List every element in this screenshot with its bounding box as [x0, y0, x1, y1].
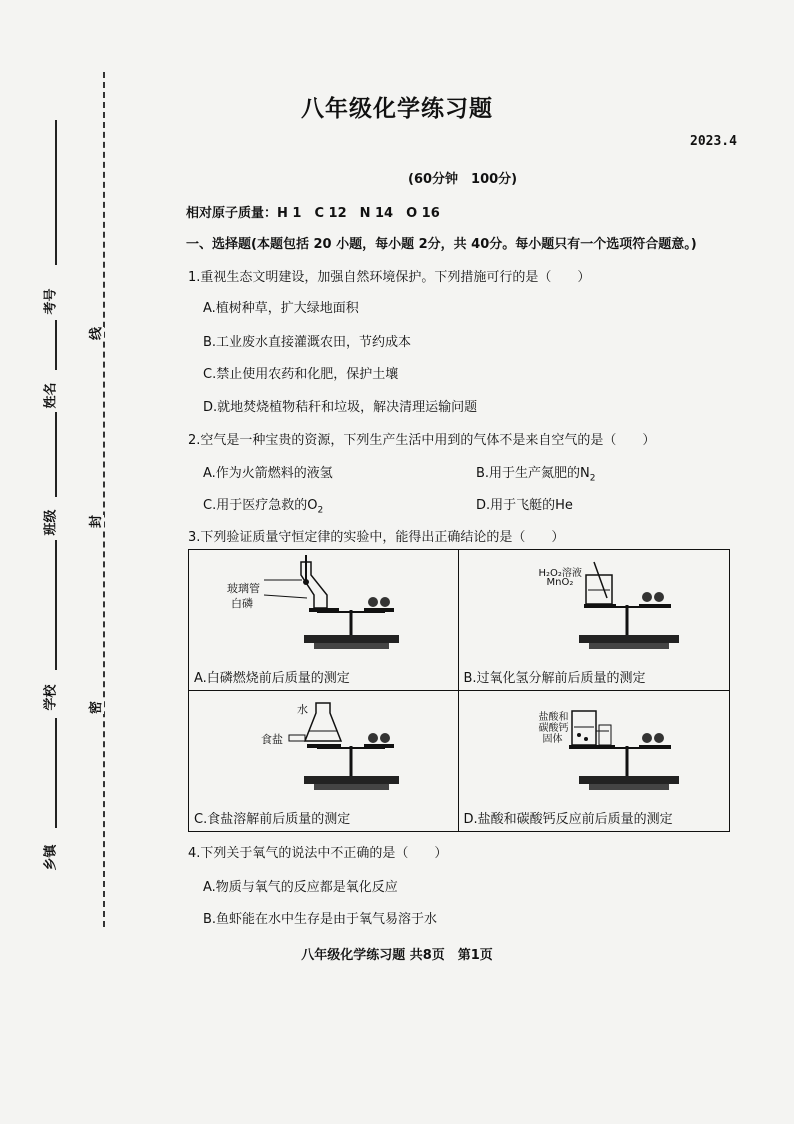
- label-hcl-3: 固体: [542, 734, 563, 745]
- margin-line-1: [55, 120, 57, 265]
- question-2-option-c-text: C.用于医疗急救的O: [203, 498, 318, 513]
- time-score: (60分钟 100分): [408, 172, 518, 187]
- question-2-option-a: A.作为火箭燃料的液氢: [203, 466, 333, 481]
- seal-mark-mi: 密: [85, 701, 104, 714]
- label-white-phosphorus: 白磷: [231, 597, 253, 610]
- label-mno2: MnO₂: [546, 577, 574, 588]
- question-3-option-c: C.食盐溶解前后质量的测定: [194, 812, 351, 827]
- question-1-option-a: A.植树种草，扩大绿地面积: [203, 301, 359, 316]
- balance-salt-figure: [189, 691, 457, 806]
- question-4-stem: 4.下列关于氧气的说法中不正确的是（ ）: [188, 846, 448, 861]
- question-4-option-a: A.物质与氧气的反应都是氧化反应: [203, 880, 398, 895]
- question-3-option-d: D.盐酸和碳酸钙反应前后质量的测定: [463, 812, 673, 827]
- margin-label-class: 班级: [43, 509, 59, 536]
- question-2-option-b: [476, 462, 596, 484]
- margin-line-2: [55, 320, 57, 370]
- question-2-stem: 2.空气是一种宝贵的资源，下列生产生活中用到的气体不是来自空气的是（ ）: [188, 433, 656, 448]
- figure-cell-a: [189, 550, 459, 691]
- page-title: 八年级化学练习题: [301, 96, 493, 122]
- margin-line-4: [55, 540, 57, 670]
- seal-mark-feng: 封: [85, 515, 104, 528]
- balance-phosphorus-figure: [189, 550, 457, 665]
- question-1-option-c: C.禁止使用农药和化肥，保护土壤: [203, 367, 399, 382]
- question-3-stem: 3.下列验证质量守恒定律的实验中，能得出正确结论的是（ ）: [188, 530, 565, 545]
- subscript-o2: 2: [317, 505, 324, 516]
- label-h2o2: H₂O₂溶液: [538, 568, 582, 579]
- label-salt: 食盐: [261, 733, 283, 746]
- margin-label-name: 姓名: [43, 382, 59, 409]
- question-3-option-a: A.白磷燃烧前后质量的测定: [194, 671, 350, 686]
- label-hcl-1: 盐酸和: [538, 712, 569, 723]
- page-footer: 八年级化学练习题 共8页 第1页: [301, 948, 493, 963]
- question-1-option-d: D.就地焚烧植物秸秆和垃圾，解决清理运输问题: [203, 400, 478, 415]
- figure-cell-b: [458, 550, 730, 691]
- figure-cell-c: [189, 691, 459, 832]
- margin-label-exam-no: 考号: [43, 288, 59, 315]
- seal-mark-xian: 线: [85, 327, 104, 340]
- question-4-option-b: B.鱼虾能在水中生存是由于氧气易溶于水: [203, 912, 438, 927]
- balance-hcl-figure: [459, 691, 729, 806]
- margin-label-town: 乡镇: [43, 844, 59, 871]
- balance-peroxide-figure: [459, 550, 729, 665]
- question-3-option-b: B.过氧化氢分解前后质量的测定: [463, 671, 646, 686]
- figure-cell-d: [458, 691, 730, 832]
- label-hcl-2: 碳酸钙: [538, 723, 569, 734]
- margin-label-school: 学校: [43, 684, 59, 711]
- margin-line-3: [55, 412, 57, 497]
- question-2-option-b-text: B.用于生产氮肥的N: [476, 466, 590, 481]
- margin-line-5: [55, 718, 57, 828]
- question-1-option-b: B.工业废水直接灌溉农田，节约成本: [203, 335, 412, 350]
- section-heading: 一、选择题(本题包括 20 小题，每小题 2分，共 40分。每小题只有一个选项符合题意。): [186, 237, 697, 252]
- question-1-stem: 1.重视生态文明建设，加强自然环境保护。下列措施可行的是（ ）: [188, 270, 591, 285]
- subscript-n2: 2: [589, 473, 596, 484]
- label-water: 水: [297, 703, 308, 716]
- question-2-option-c: [203, 494, 323, 516]
- binding-dashed-line: [103, 72, 105, 927]
- label-glass-tube: 玻璃管: [227, 582, 260, 595]
- question-3-figure-table: [188, 549, 730, 832]
- question-2-option-d: D.用于飞艇的He: [476, 498, 573, 513]
- atomic-mass: 相对原子质量：H 1 C 12 N 14 O 16: [186, 206, 440, 221]
- exam-date: 2023.4: [690, 134, 737, 149]
